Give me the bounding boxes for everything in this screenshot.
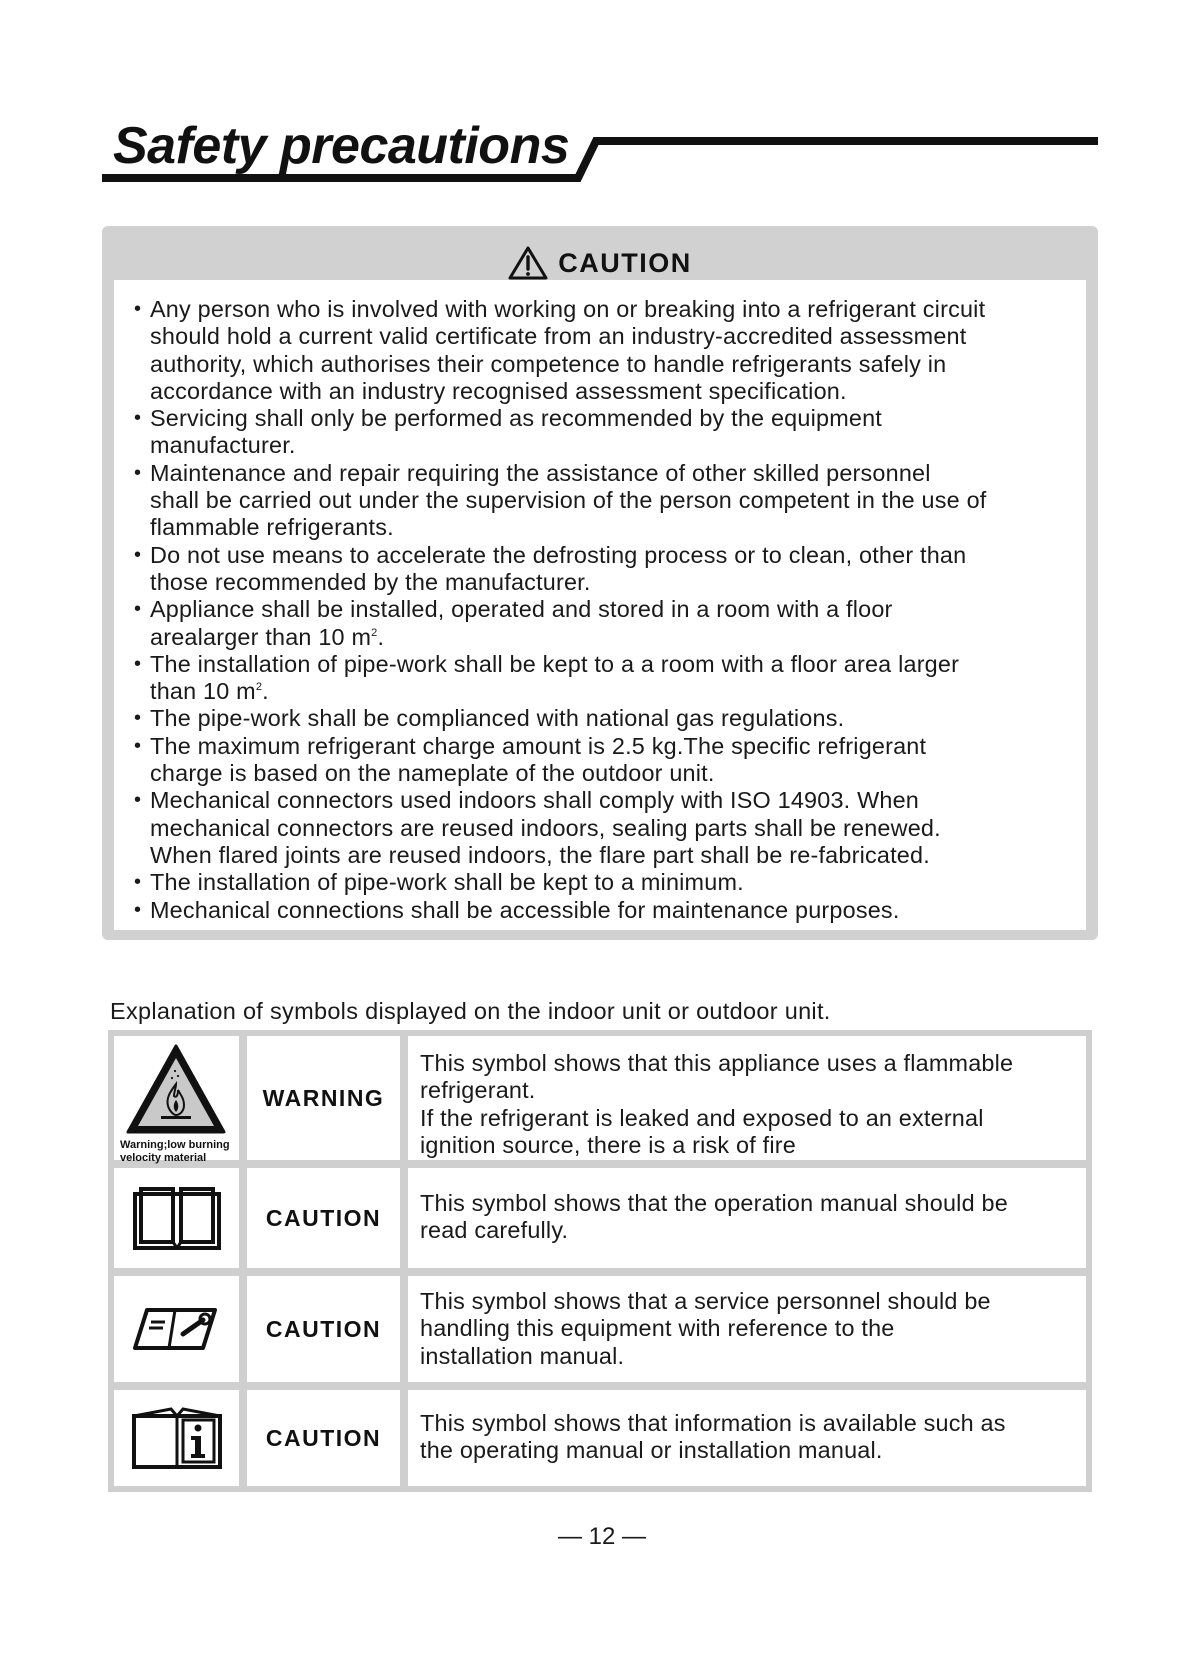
caution-heading bbox=[102, 246, 1098, 280]
caution-body bbox=[114, 280, 1086, 930]
service-manual-icon bbox=[129, 1304, 225, 1354]
caution-label: CAUTION bbox=[558, 247, 692, 278]
warning-label: WARNING bbox=[262, 1084, 385, 1111]
symbol-word-cell bbox=[247, 1036, 400, 1160]
caution-word: CAUTION bbox=[265, 1315, 382, 1342]
symbol-description: This symbol shows that this appliance uses a flammable refrigerant. If the refrigerant is leaked and exposed to an external ignition source, there is a risk of fire bbox=[420, 1050, 1014, 1158]
symbol-desc-cell bbox=[408, 1168, 1086, 1268]
page-title: Safety precautions bbox=[113, 117, 570, 175]
caution-item: • Any person who is involved with working on or breaking into a refrigerant circuit should hold a current valid certificate from an industry-accredited assessment authority, which authorises their competence to handle refrigerants safely in accordance with an industry recognised assessment specification. bbox=[134, 296, 1086, 405]
symbols-intro: Explanation of symbols displayed on the indoor unit or outdoor unit. bbox=[110, 998, 831, 1024]
symbol-description: This symbol shows that information is available such as the operating manual or installation manual. bbox=[420, 1410, 1006, 1464]
caution-item: • Mechanical connections shall be accessible for maintenance purposes. bbox=[134, 897, 1086, 924]
symbol-desc-cell bbox=[408, 1390, 1086, 1486]
warning-triangle-icon bbox=[508, 246, 548, 280]
caution-item: • The maximum refrigerant charge amount is 2.5 kg.The specific refrigerant charge is based on the nameplate of the outdoor unit. bbox=[134, 733, 1086, 788]
caution-item: • Appliance shall be installed, operated and stored in a room with a floor arealarger than 10 $m^2$. bbox=[134, 596, 1086, 651]
caution-panel bbox=[102, 226, 1098, 940]
open-book-icon bbox=[132, 1186, 222, 1250]
symbol-description: This symbol shows that a service personnel should be handling this equipment with reference to the installation manual. bbox=[420, 1288, 991, 1369]
symbol-word-cell bbox=[247, 1390, 400, 1486]
caution-word: CAUTION bbox=[265, 1424, 382, 1451]
caution-word: CAUTION bbox=[265, 1204, 382, 1231]
caution-item: • Mechanical connectors used indoors shall comply with ISO 14903. When mechanical connectors are reused indoors, sealing parts shall be renewed. When flared joints are reused indoors, the flare part shall be re-fabricated. bbox=[134, 787, 1086, 869]
superscript: 2 bbox=[371, 626, 378, 639]
info-manual-icon bbox=[131, 1406, 223, 1470]
symbol-desc-cell bbox=[408, 1276, 1086, 1382]
icon-caption: Warning;low burning velocity material bbox=[120, 1139, 230, 1164]
symbol-icon-cell bbox=[114, 1036, 239, 1164]
symbol-word-cell bbox=[247, 1168, 400, 1268]
symbol-icon-cell bbox=[114, 1390, 239, 1486]
symbol-word-cell bbox=[247, 1276, 400, 1382]
caution-list bbox=[114, 280, 1086, 924]
caution-item: • The installation of pipe-work shall be kept to a a room with a floor area larger than 10 $m^2$. bbox=[134, 651, 1086, 706]
caution-item: • The installation of pipe-work shall be kept to a minimum. bbox=[134, 869, 1086, 896]
caution-item: • The pipe-work shall be complianced with national gas regulations. bbox=[134, 705, 1086, 732]
caution-item: • Maintenance and repair requiring the assistance of other skilled personnel shall be carried out under the supervision of the person competent in the use of flammable refrigerants. bbox=[134, 460, 1086, 542]
symbol-icon-cell bbox=[114, 1168, 239, 1268]
page-number: — 12 — bbox=[557, 1523, 647, 1550]
caution-item: • Servicing shall only be performed as recommended by the equipment manufacturer. bbox=[134, 405, 1086, 460]
symbol-icon-cell bbox=[114, 1276, 239, 1382]
superscript: 2 bbox=[255, 681, 263, 694]
caution-item: • Do not use means to accelerate the defrosting process or to clean, other than those recommended by the manufacturer. bbox=[134, 542, 1086, 597]
symbol-description: This symbol shows that the operation manual should be read carefully. bbox=[420, 1190, 1008, 1244]
symbol-desc-cell bbox=[408, 1036, 1086, 1160]
symbols-table bbox=[108, 1030, 1092, 1492]
